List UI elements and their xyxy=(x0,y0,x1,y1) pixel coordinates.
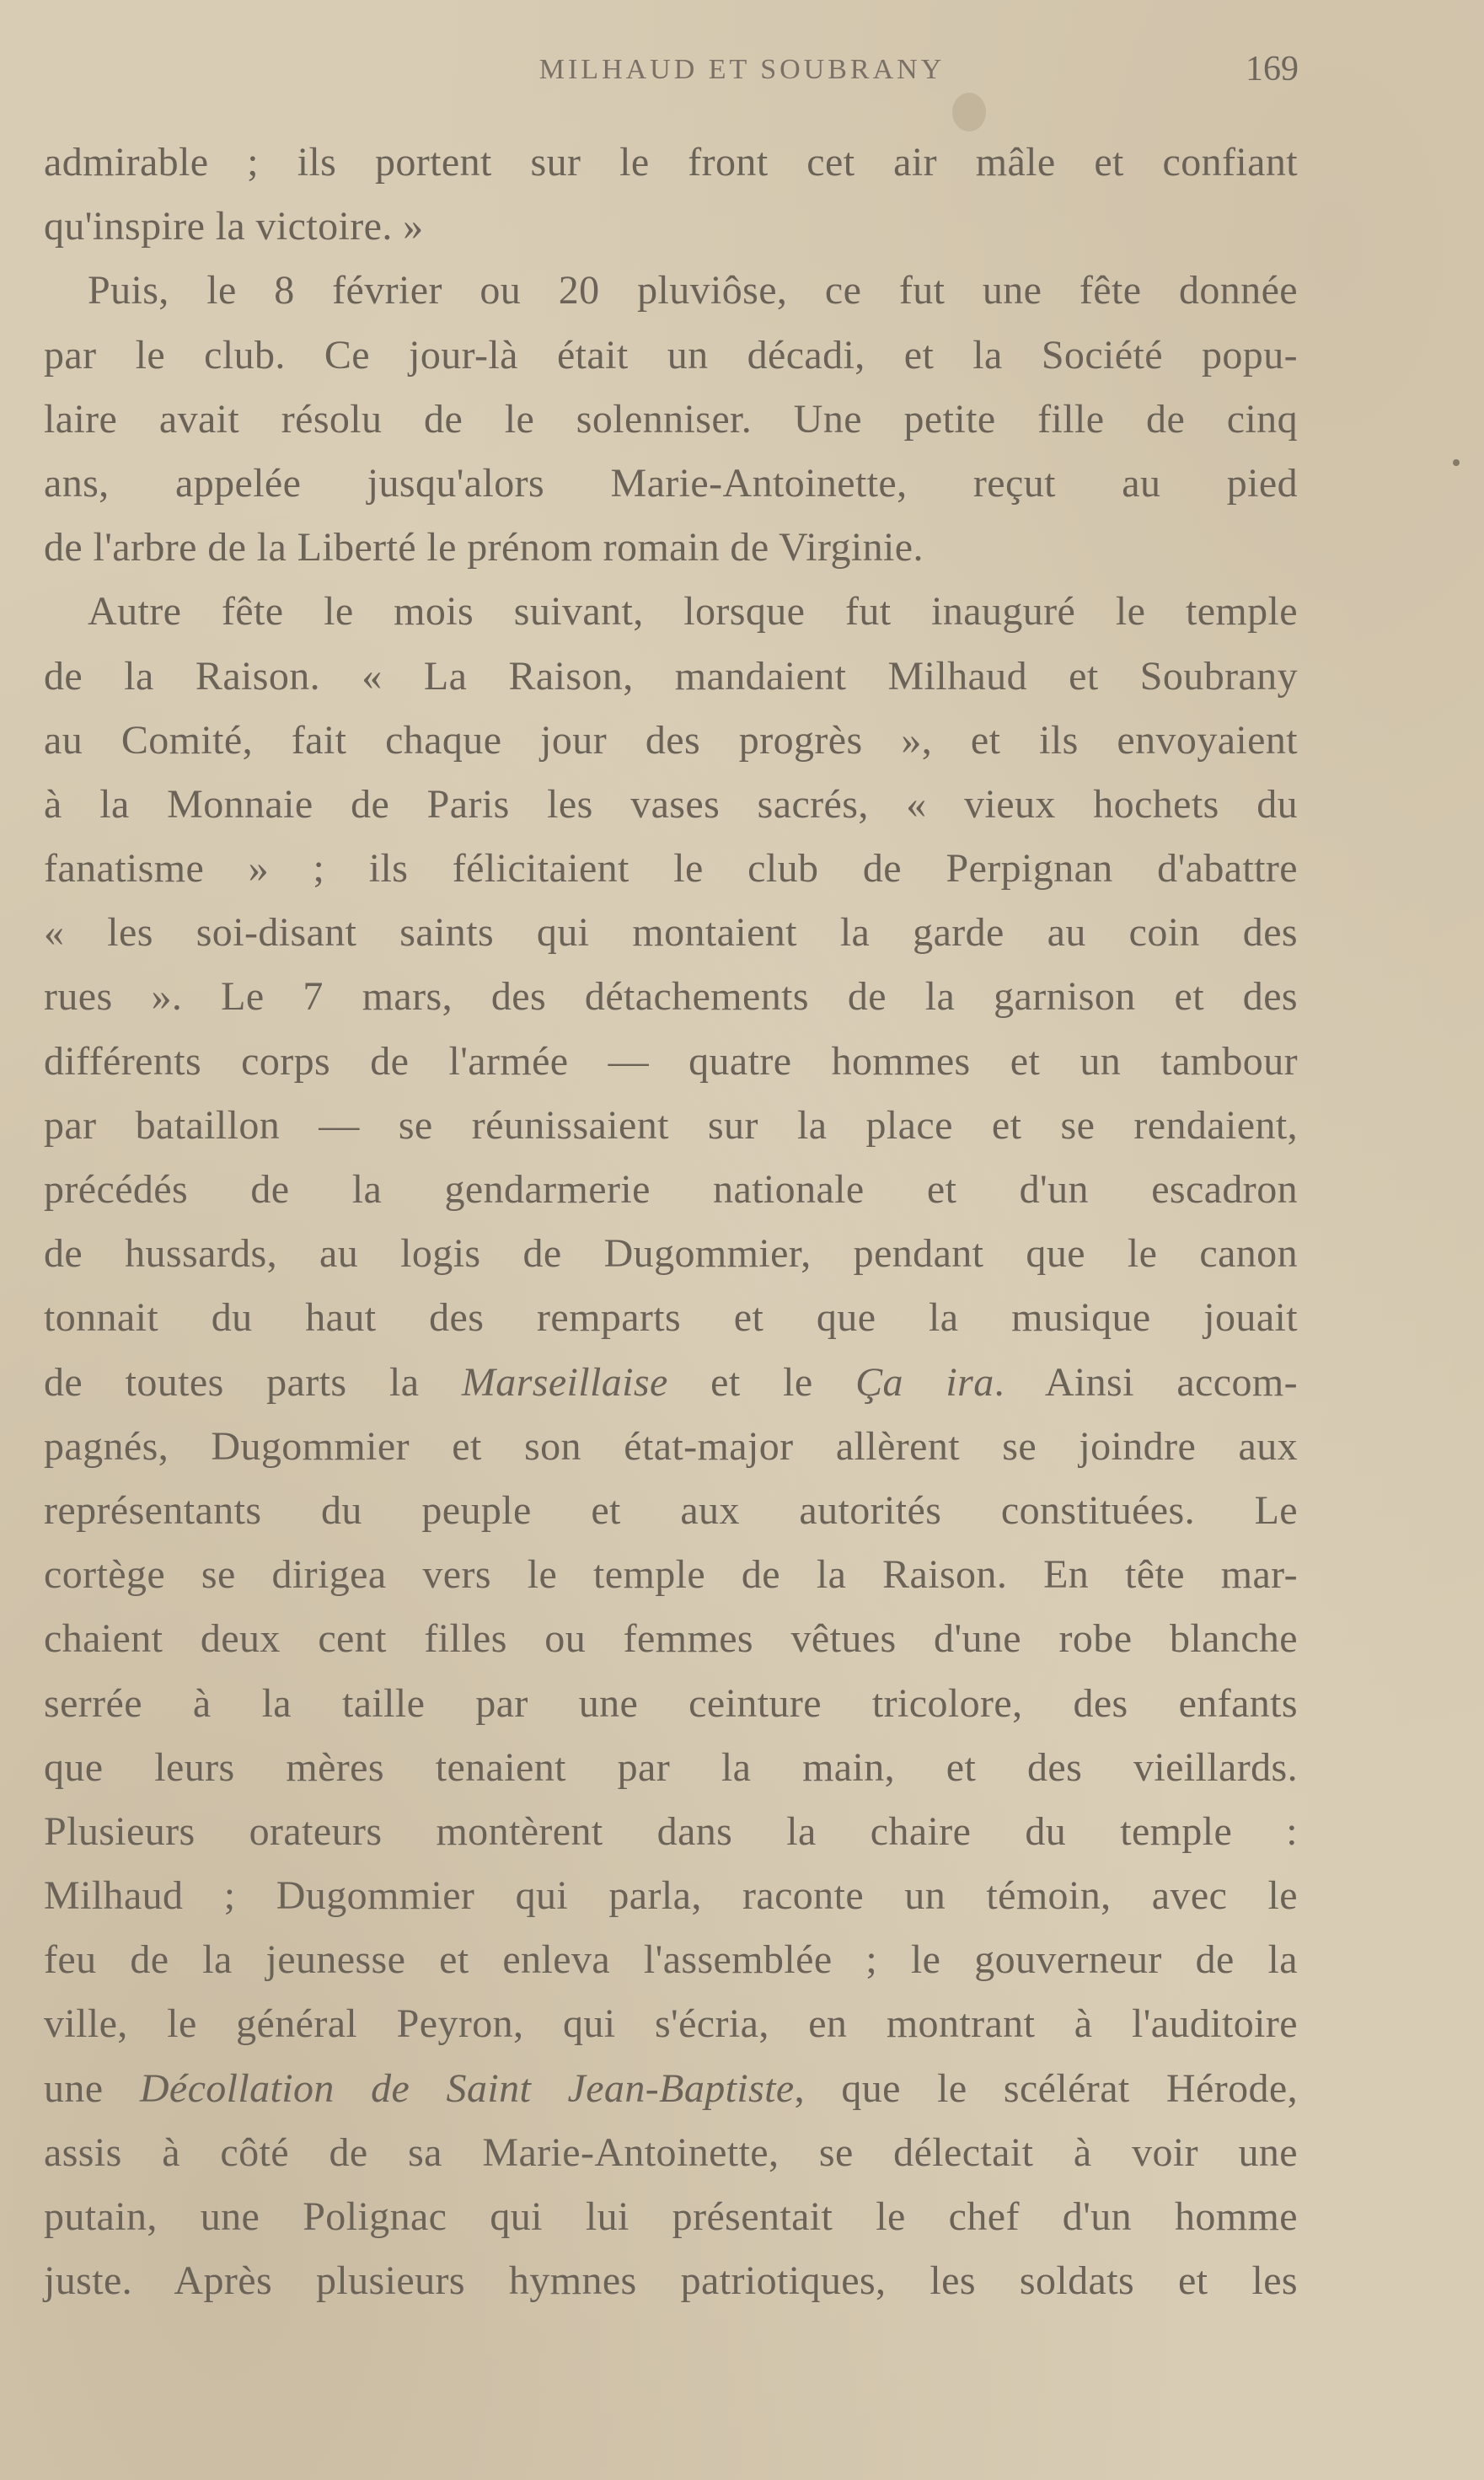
text-line: à la Monnaie de Paris les vases sacrés, « vieux hochets du xyxy=(44,781,1298,827)
italic-title-marseillaise: Marseillaise xyxy=(461,1359,668,1405)
text-line: serrée à la taille par une ceinture tricolore, des enfants xyxy=(44,1680,1298,1726)
text-line: de l'arbre de la Liberté le prénom romain de Virginie. xyxy=(44,525,924,570)
text-line: « les soi-disant saints qui montaient la garde au coin des xyxy=(44,910,1298,956)
text-segment: , que le scélérat Hérode, xyxy=(794,2065,1298,2111)
text-line: Autre fête le mois suivant, lorsque fut inauguré le temple xyxy=(88,589,1298,635)
text-line: de la Raison. « La Raison, mandaient Milhaud et Soubrany xyxy=(44,653,1298,699)
text-line: tonnait du haut des remparts et que la musique jouait xyxy=(44,1295,1298,1341)
text-segment: . Ainsi accom- xyxy=(994,1359,1298,1405)
text-line: par le club. Ce jour-là était un décadi, et la Société popu- xyxy=(44,332,1298,378)
text-line: putain, une Polignac qui lui présentait le chef d'un homme xyxy=(44,2194,1298,2239)
text-line: Plusieurs orateurs montèrent dans la chaire du temple : xyxy=(44,1808,1298,1854)
text-line: fanatisme » ; ils félicitaient le club de Perpignan d'abattre xyxy=(44,846,1298,892)
text-line: de hussards, au logis de Dugommier, pendant que le canon xyxy=(44,1231,1298,1277)
text-line: Puis, le 8 février ou 20 pluviôse, ce fut une fête donnée xyxy=(88,268,1298,313)
text-line: par bataillon — se réunissaient sur la place et se rendaient, xyxy=(44,1102,1298,1148)
text-line: laire avait résolu de le solenniser. Une petite fille de cinq xyxy=(44,396,1298,442)
running-title: MILHAUD ET SOUBRANY xyxy=(538,54,946,85)
page-number: 169 xyxy=(1246,50,1299,88)
text-line: rues ». Le 7 mars, des détachements de la garnison et des xyxy=(44,974,1298,1020)
text-line: ans, appelée jusqu'alors Marie-Antoinette, reçut au pied xyxy=(44,460,1298,506)
italic-title-ca-ira: Ça ira xyxy=(855,1359,994,1405)
text-segment: une xyxy=(44,2065,140,2111)
text-line: au Comité, fait chaque jour des progrès », et ils envoyaient xyxy=(44,717,1298,763)
paper-spot xyxy=(1453,459,1460,466)
text-segment: et le xyxy=(667,1359,856,1405)
text-line: que leurs mères tenaient par la main, et des vieillards. xyxy=(44,1744,1298,1790)
text-segment: de toutes parts la xyxy=(44,1359,462,1405)
text-line: Milhaud ; Dugommier qui parla, raconte un témoin, avec le xyxy=(44,1873,1298,1919)
text-line: qu'inspire la victoire. » xyxy=(44,204,424,249)
text-line-italic-titles xyxy=(44,1351,1298,1415)
text-line-italic-title xyxy=(44,2057,1298,2121)
text-line: précédés de la gendarmerie nationale et d'un escadron xyxy=(44,1167,1298,1212)
text-line: cortège se dirigea vers le temple de la Raison. En tête mar- xyxy=(44,1552,1298,1598)
text-line: ville, le général Peyron, qui s'écria, en montrant à l'auditoire xyxy=(44,2001,1298,2047)
text-line: feu de la jeunesse et enleva l'assemblée ; le gouverneur de la xyxy=(44,1937,1298,1983)
text-line: assis à côté de sa Marie-Antoinette, se délectait à voir une xyxy=(44,2129,1298,2175)
running-head xyxy=(0,49,1484,99)
text-line: différents corps de l'armée — quatre hommes et un tambour xyxy=(44,1038,1298,1084)
text-line: juste. Après plusieurs hymnes patriotiques, les soldats et les xyxy=(44,2258,1298,2304)
body-text xyxy=(44,131,1298,2313)
text-line: pagnés, Dugommier et son état-major allèrent se joindre aux xyxy=(44,1423,1298,1469)
paper-spot xyxy=(952,93,986,131)
italic-title-decollation: Décollation de Saint Jean-Baptiste xyxy=(139,2065,795,2111)
text-line: chaient deux cent filles ou femmes vêtues d'une robe blanche xyxy=(44,1616,1298,1662)
text-line: admirable ; ils portent sur le front cet air mâle et confiant xyxy=(44,140,1298,185)
text-line: représentants du peuple et aux autorités constituées. Le xyxy=(44,1487,1298,1533)
